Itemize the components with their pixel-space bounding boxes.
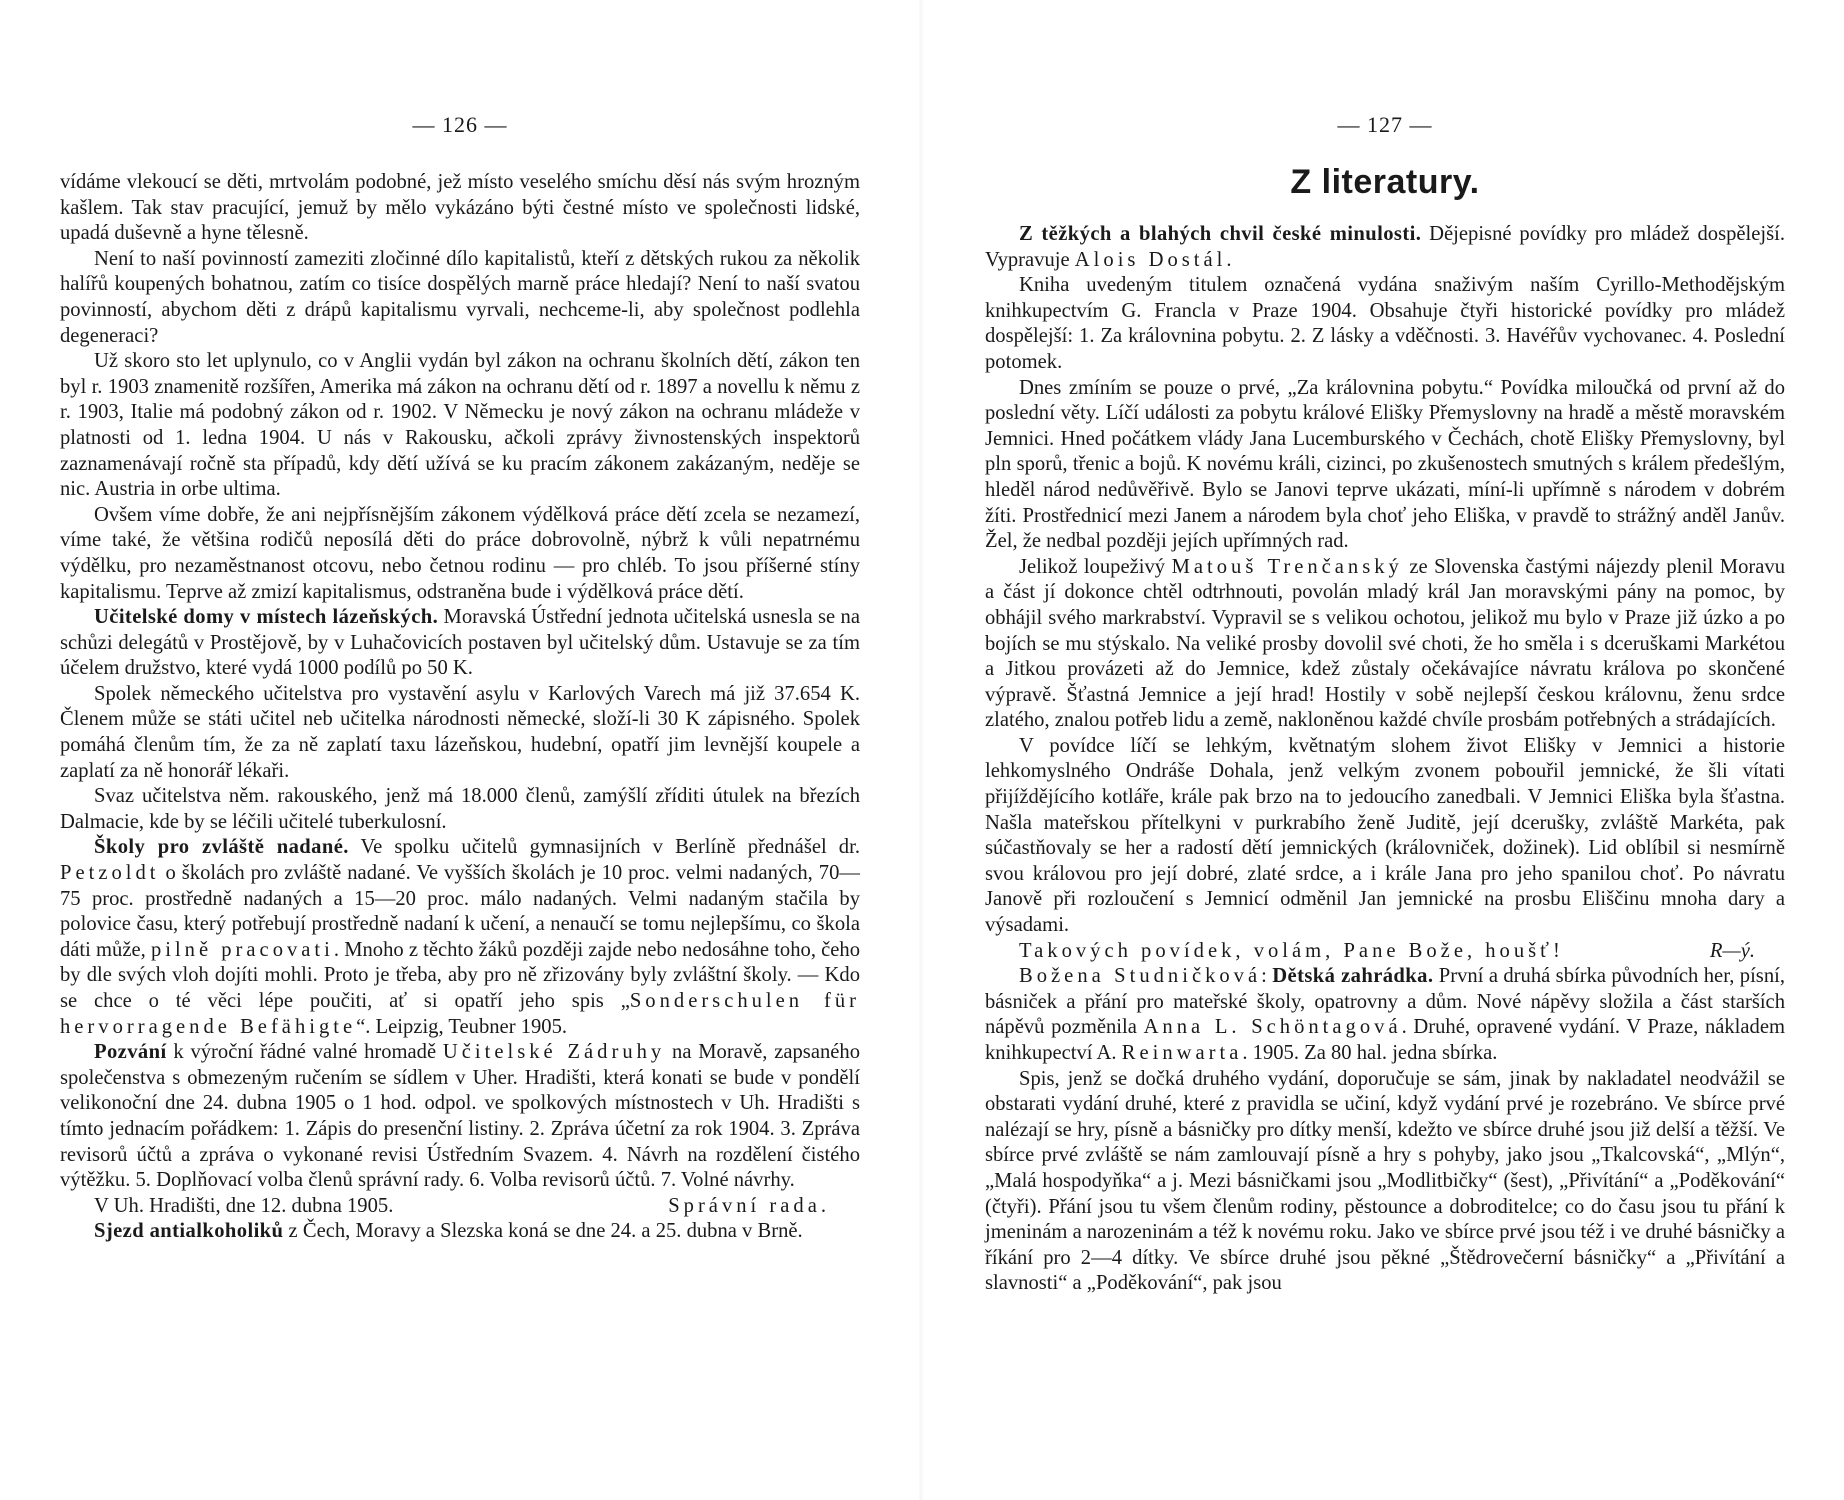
review-text: Jelikož loupeživý — [1019, 555, 1172, 578]
review-item — [985, 222, 1785, 273]
organization-name: Učitelské Zádruhy — [442, 1041, 666, 1064]
news-text: z Čech, Moravy a Slezska koná se dne 24. a 25. dubna v Brně. — [283, 1220, 803, 1243]
author-name: Božena Studničková — [1019, 965, 1262, 988]
author-name: Alois Dostál — [1074, 248, 1227, 271]
paragraph — [985, 555, 1785, 734]
review-text: . 1905. Za 80 hal. jedna sbírka. — [1242, 1042, 1498, 1064]
section-heading: Z literatury. — [1290, 163, 1480, 201]
publisher-name: Reinwarta — [1121, 1042, 1243, 1064]
page-gutter — [918, 0, 924, 1500]
signature: R—ý. — [1709, 939, 1755, 962]
review-item — [985, 964, 1785, 1066]
paragraph: Ovšem víme dobře, že ani nejpřísnějším zákonem výdělková práce dětí zcela se nezamezí, víme také, že většina rodičů neposílá děti do práce dobrovolně, nýbrž k vůli nepatrnému výdělku, pro nezaměstnanost otcovu, nebo četnou rodinu — pro chléb. To jsou příšerné stíny kapitalismu. Teprve až zmizí kapitalismus, odstraněna bude i výdělková práce dětí. — [60, 503, 860, 603]
news-item — [60, 1219, 860, 1245]
composer-name: Anna L. Schöntagová — [1143, 1016, 1402, 1039]
place-date: V Uh. Hradišti, dne 12. dubna 1905. — [94, 1194, 394, 1217]
book-title: Dětská zahrádka. — [1272, 965, 1434, 988]
news-text: k výroční řádné valné hromadě — [166, 1041, 443, 1064]
review-text: : — [1261, 965, 1273, 988]
review-text: Dějepisné povídky pro mládež dospělejší. Vypravuje — [985, 223, 1786, 271]
paragraph: V povídce líčí se lehkým, květnatým slohem život Elišky v Jemnici a historie lehkomyslného Ondráše Dohala, jenž velkým zvonem pobouřil jemnické, že šli vítati přijíždějícího kotláře, krále pak brzo na to jedoucího zanedbali. V Jemnici Eliška byla šťastna. Našla mateřskou přítelkyni v purkrabího ženě Juditě, její dcerušky, zvláště Markéta, pak súčastňovaly se her a radostí dětí jemnických (královniček, dožinek). Lid oblíbil si nesmírně svou královou pro její dobré, zlaté srdce, a i krále Jana pro jeho spanilou choť. Po návratu Janově při rozloučení s Jemnicí odměnil Jan jemnické na prosbu Eliščinu mnoha dary a výsadami. — [985, 734, 1785, 937]
review-text: První a druhá sbírka původních her, písní, básniček a přání pro mateřské školy, opatrovny a dům. Nové nápěvy složila a část starších nápěvů pozměnila — [985, 965, 1785, 1039]
page-number: — 126 — — [412, 112, 508, 137]
right-page — [985, 0, 1785, 1500]
news-heading: Sjezd antialkoholiků — [94, 1220, 284, 1243]
person-name: Matouš Trenčanský — [1171, 555, 1403, 578]
news-text: Ve spolku učitelů gymnasijních v Berlíně přednášel dr. — [348, 836, 860, 859]
paragraph: Dnes zmíním se pouze o prvé, „Za královnina pobytu.“ Povídka miloučká od první až do poslední věty. Líčí události za pobytu králové Elišky Přemyslovny na hradě a městě moravském Jemnici. Hned počátkem vlády Jana Lucemburského v Čechách, chotě Elišky Přemyslovny, byl pln sporů, třenic a bojů. K novému králi, cizinci, po zkušenostech smutných s králem předešlým, hleděl národ nedůvěřivě. Bylo se Janovi teprve ukázati, míní-li upřímně s národem v dobrém žíti. Prostřednicí mezi Janem a národem byla choť jeho Eliška, v pravdě to strážný anděl Janův. Žel, že nedbal později jejích upřímných rad. — [985, 376, 1785, 553]
emphasis-text: pilně pracovati — [150, 938, 334, 961]
closing-quote: Takových povídek, volám, Pane Bože, houšť! — [1019, 939, 1564, 962]
paragraph: Svaz učitelstva něm. rakouského, jenž má 18.000 členů, zamýšlí zříditi útulek na březích Dalmacie, kde by se léčili učitelé tuberkulosní. — [60, 785, 860, 833]
paragraph: Spis, jenž se dočká druhého vydání, doporučuje se sám, jinak by nakladatel neodvážil se obstarati vydání druhé, které z pravidla se učiní, když vydání prvé je rozebráno. Ve sbírce prvé nalézají se hry, písně a básničky pro dítky menší, kdežto ve sbírce druhé jsou již delší a těžší. Ve sbírce prvé zvláště se nám zamlouvají písně a hry s pohyby, jako jsou „Tkalcovská“, „Mlýn“, „Malá hospodyňka“ a j. Mezi básničkami jsou „Modlitbičky“ (šest), „Přivítání“ a „Poděkování“ (čtyři). Přání jsou tu všem členům rodiny, pěstounce a dobroditelce; co do času jsou tu přání k jmeninám a narozeninám a též k novému roku. Jako ve sbírce prvé jsou též i ve druhé básničky a říkání pro 2—4 dítky. Ve sbírce druhé jsou pěkné „Štědrovečerní básničky“ a „Přivítání a slavnosti“ a „Poděkování“, pak jsou — [985, 1067, 1785, 1295]
quote-line — [985, 939, 1785, 965]
news-heading: Pozvání — [94, 1041, 167, 1064]
news-text: o školách pro zvláště nadané. Ve vyšších školách je 10 proc. velmi nadaných, 70—75 proc. prostředně nadaných a 15—20 proc. málo nadaných. Velmi nadaným stačila by polovice času, který potřebují prostředně nadaní k učení, a nenaučí se tomu nejlepšímu, co škola dáti může, — [60, 862, 860, 961]
news-text: na Moravě, zapsaného společenstva s obmezeným ručením se sídlem v Uher. Hradišti, která konati se bude v pondělí velikonoční dne 24. dubna 1905 o 1 hod. odpol. ve spolkových místnostech v Uh. Hradišti s tímto jednacím pořádkem: 1. Zápis do presenční listiny. 2. Zpráva účetní za rok 1904. 3. Zpráva revisorů účtů a zpráva o vykonané revisi Ústředním Svazem. 4. Návrh na rozdělení čistého výtěžku. 5. Doplňovací volba členů správní rady. 6. Volba revisorů účtů. 7. Volné návrhy. — [60, 1041, 860, 1192]
review-text: . — [1226, 248, 1232, 271]
signature: Správní rada. — [668, 1194, 830, 1217]
news-text: “. Leipzig, Teubner 1905. — [356, 1015, 568, 1038]
paragraph: Už skoro sto let uplynulo, co v Anglii vydán byl zákon na ochranu školních dětí, zákon ten byl r. 1903 znamenitě rozšířen, Amerika má zákon na ochranu dětí od r. 1897 a novellu k němu z r. 1903, Italie má podobný zákon od r. 1902. V Německu je nový zákon na ochranu mládeže v platnosti od 1. ledna 1904. U nás v Rakousku, ačkoli zprávy živnostenských inspektorů zaznamenávají ročně sta případů, kdy dětí užívá se ku pracím zákonem zakázaným, neděje se nic. Austria in orbe ultima. — [60, 350, 860, 501]
left-page-text — [60, 170, 860, 1245]
page-number: — 127 — — [1337, 112, 1433, 137]
book-title: Sonderschulen für hervorragende Befähigte — [60, 990, 860, 1038]
news-item — [60, 605, 860, 682]
news-heading: Učitelské domy v místech lázeňských. — [94, 606, 439, 629]
paragraph: Spolek německého učitelstva pro vystavění asylu v Karlových Varech má již 37.654 K. Členem může se státi učitel neb učitelka národnosti německé, složí-li 30 K zápisného. Spolek pomáhá členům tím, že za ně zaplatí taxu lázeňskou, hudební, opatří jim levnější koupele a zaplatí za ně honorář lékaři. — [60, 682, 860, 782]
news-text: Moravská Ústřední jednota učitelská usnesla se na schůzi delegátů v Prostějově, by v Luhačovicích postaven byl učitelský dům. Ustavuje se za tím účelem družstvo, které vydá 1000 podílů po 50 K. — [60, 606, 860, 680]
paragraph: Není to naší povinností zameziti zločinné dílo kapitalistů, kteří z dětských rukou za několik halířů koupených bohatnou, zatím co tisíce dospělých marně práce hledají? Není to naší svatou povinností, abychom děti z drápů kapitalismu vyrvali, nechceme-li, aby společnost podlehla degeneraci? — [60, 247, 860, 347]
paragraph: Kniha uvedeným titulem označená vydána snaživým naším Cyrillo-Methodějským knihkupectvím G. Francla v Praze 1904. Obsahuje čtyři historické povídky pro mládež dospělejší: 1. Za královnina pobytu. 2. Z lásky a vděčnosti. 3. Havéřův vychovanec. 4. Poslední potomek. — [985, 274, 1785, 373]
news-text: . Mnoho z těchto žáků později zajde nebo nedosáhne toho, čeho by dle svých vloh dojíti mohli. Proto je třeba, aby pro ně zřizovány byly zvláštní školy. — Kdo se chce o té věci lépe poučiti, ať si opatří jeho spis „ — [60, 938, 860, 1012]
review-text: . Druhé, opravené vydání. V Praze, nákladem knihkupectví A. — [985, 1016, 1785, 1064]
book-title: Z těžkých a blahých chvil české minulosti. — [1019, 223, 1422, 245]
signature-line — [60, 1194, 860, 1220]
news-item — [60, 835, 860, 1040]
news-item — [60, 1040, 860, 1194]
news-heading: Školy pro zvláště nadané. — [94, 836, 349, 859]
review-text: ze Slovenska častými nájezdy plenil Moravu a část jí dokonce chtěl odtrhnouti, povolán mladý král Jan moravskými pány na pomoc, by obhájil svého markrabství. Vypravil se s velikou ochotou, jelikož mu bylo v Praze již úzko a po bojích se mu stýskalo. Na veliké prosby dovolil své choti, že ho směla i s dceruškami Markétou a Jitkou provázeti až do Jemnice, kdež zůstaly očekávajíce návratu králova po skončené výpravě. Šťastná Jemnice a její hrad! Hostily v sobě nejlepší českou královnu, ženu srdce zlatého, znalou potřeb lidu a země, nakloněnou každé chvíle prosbám potřebných a strádajících. — [985, 555, 1785, 732]
right-page-text — [985, 222, 1785, 1297]
left-page — [60, 0, 860, 1500]
person-name: Petzoldt — [60, 862, 160, 885]
paragraph: vídáme vlekoucí se děti, mrtvolám podobné, jež místo veselého smíchu děsí nás svým hrozným kašlem. Tak stav pracující, jemuž by mělo vykázáno býti čestné místo ve společnosti lidské, upadá duševně a hyne tělesně. — [60, 171, 860, 245]
